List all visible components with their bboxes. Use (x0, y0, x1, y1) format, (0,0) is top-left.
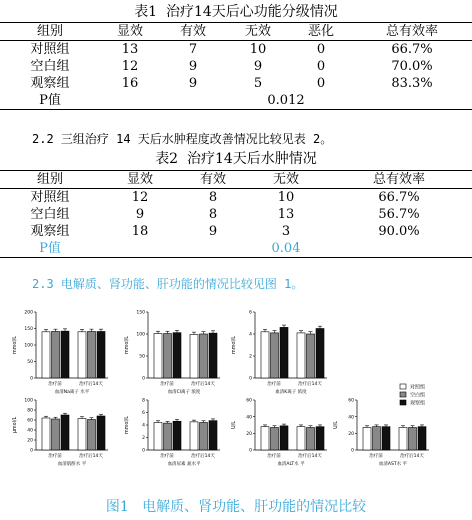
x-axis-label: 血清Na离子 水平 (54, 390, 90, 395)
x-tick-label: 治疗前 (160, 454, 174, 459)
table-cell: 对照组 (30, 42, 70, 57)
y-tick-label: 150 (136, 310, 145, 316)
bar (88, 420, 96, 451)
table2-header-effective: 有效 (180, 171, 246, 189)
x-tick-label: 治疗后14天 (191, 454, 215, 459)
y-tick-label: 20 (27, 438, 33, 444)
bar (173, 421, 181, 450)
table1-caption: 表1 治疗14天后心功能分级情况 (134, 4, 338, 20)
bar (271, 333, 279, 378)
table-cell: 18 (131, 224, 149, 239)
y-axis-label: μmol/L (13, 416, 18, 434)
bar (42, 332, 50, 378)
table-cell: 0 (316, 42, 326, 57)
y-tick-label: 8 (142, 398, 145, 404)
p-value-label: P值 (0, 240, 100, 258)
y-tick-label: 20 (246, 431, 252, 437)
y-tick-label: 40 (246, 415, 252, 421)
p-value-label: P值 (0, 92, 100, 110)
y-tick-label: 0 (351, 448, 354, 454)
x-tick-label: 治疗前 (369, 454, 383, 459)
table2 (0, 170, 472, 258)
table-cell: 观察组 (30, 76, 70, 91)
table2-caption: 表2 治疗14天后水肿情况 (155, 151, 317, 167)
table2-header-total-rate: 总有效率 (326, 171, 472, 189)
x-axis-label: 血清尿素 氮水平 (167, 462, 201, 467)
y-tick-label: 0 (249, 376, 252, 382)
table-cell: 0 (316, 76, 326, 91)
bar (363, 428, 371, 451)
x-axis-label: 血清K离子 浓度 (275, 390, 307, 395)
table-cell: 16 (121, 76, 139, 91)
y-axis-label: mmol/L (125, 416, 130, 434)
y-tick-label: 0 (142, 448, 145, 454)
x-axis-label: 血清ALT水 平 (277, 462, 305, 467)
bar (190, 422, 198, 450)
bar (97, 331, 105, 378)
x-tick-label: 治疗后14天 (79, 382, 103, 387)
legend-swatch (400, 384, 406, 389)
x-tick-label: 治疗前 (48, 454, 62, 459)
table-cell: 观察组 (30, 224, 70, 239)
p-value: 0.04 (100, 240, 472, 258)
y-tick-label: 2 (142, 436, 145, 442)
table-cell: 66.7% (378, 190, 420, 205)
bar (297, 427, 305, 450)
table-cell: 7 (188, 42, 198, 57)
table-row (0, 75, 472, 92)
figure-caption: 图1 电解质、肾功能、肝功能的情况比较 (105, 499, 367, 515)
table1-header-ineffective: 无效 (226, 23, 290, 41)
bar (173, 333, 181, 378)
table-row (0, 223, 472, 240)
bar (164, 423, 172, 450)
y-axis-label: mmol/L (125, 336, 130, 354)
table-cell: 10 (277, 190, 295, 205)
table-cell: 9 (135, 207, 145, 222)
bar (316, 329, 324, 379)
bar (97, 416, 105, 450)
bar (88, 331, 96, 378)
y-tick-label: 20 (348, 431, 354, 437)
p-value: 0.012 (100, 92, 472, 110)
section-2-3: 2.3 电解质、肾功能、肝功能的情况比较见图 1。 (32, 277, 304, 291)
y-tick-label: 50 (27, 360, 33, 366)
y-tick-label: 50 (139, 354, 145, 360)
table-cell: 12 (131, 190, 149, 205)
bar (373, 427, 381, 450)
bar (200, 334, 208, 378)
y-tick-label: 6 (142, 411, 145, 417)
table-row (0, 58, 472, 75)
x-tick-label: 治疗前 (267, 382, 281, 387)
table2-header-marked: 显效 (100, 171, 180, 189)
bar (271, 428, 279, 451)
section-2-2: 2.2 三组治疗 14 天后水肿程度改善情况比较见表 2。 (32, 132, 333, 146)
legend-label: 对照组 (410, 384, 426, 391)
table-cell: 3 (281, 224, 291, 239)
bar (154, 423, 162, 451)
table-cell: 9 (188, 59, 198, 74)
y-tick-label: 40 (27, 428, 33, 434)
x-axis-label: 血清AST水 平 (378, 462, 408, 467)
y-tick-label: 100 (24, 343, 33, 349)
table1-header-effective: 有效 (160, 23, 226, 41)
table-cell: 13 (277, 207, 295, 222)
x-tick-label: 治疗后14天 (79, 454, 103, 459)
y-tick-label: 60 (348, 398, 354, 404)
legend-label: 观察组 (410, 400, 426, 407)
table1-header-group: 组别 (0, 23, 100, 41)
table-row (0, 240, 472, 258)
bar (52, 331, 60, 378)
table-cell: 9 (208, 224, 218, 239)
y-tick-label: 0 (30, 376, 33, 382)
bar (409, 428, 417, 451)
bar (209, 333, 217, 378)
table-cell: 8 (208, 190, 218, 205)
bar (190, 334, 198, 378)
bar (261, 427, 269, 450)
y-tick-label: 60 (27, 418, 33, 424)
table-cell: 0 (316, 59, 326, 74)
bar (382, 427, 390, 450)
legend-label: 空白组 (410, 392, 426, 399)
bar (307, 428, 315, 451)
table-cell: 空白组 (30, 59, 70, 74)
bar (399, 428, 407, 451)
bar (61, 415, 69, 450)
y-tick-label: 0 (249, 448, 252, 454)
bar (316, 427, 324, 450)
table1-header-total-rate: 总有效率 (352, 23, 472, 41)
bar (164, 334, 172, 378)
bar (61, 331, 69, 378)
y-tick-label: 4 (249, 332, 252, 338)
bar (42, 418, 50, 450)
table2-header-group: 组别 (0, 171, 100, 189)
bar (280, 327, 288, 378)
table-cell: 10 (249, 42, 267, 57)
y-tick-label: 4 (142, 423, 145, 429)
table-cell: 空白组 (30, 207, 70, 222)
bar (297, 333, 305, 378)
table-row (0, 41, 472, 59)
y-tick-label: 40 (348, 415, 354, 421)
x-tick-label: 治疗后14天 (298, 454, 322, 459)
y-tick-label: 2 (249, 354, 252, 360)
y-axis-label: U/L (232, 421, 237, 429)
y-tick-label: 6 (249, 310, 252, 316)
y-axis-label: mmol/L (232, 336, 237, 354)
x-tick-label: 治疗后14天 (298, 382, 322, 387)
y-axis-label: U/L (334, 421, 339, 429)
table-cell: 13 (121, 42, 139, 57)
table-cell: 66.7% (391, 42, 433, 57)
table-cell: 对照组 (30, 190, 70, 205)
table-cell: 9 (188, 76, 198, 91)
x-axis-label: 血清Cl离子 浓度 (167, 390, 201, 395)
table1-header-marked: 显效 (100, 23, 160, 41)
bar (154, 334, 162, 378)
table-row (0, 92, 472, 110)
bar (78, 332, 86, 378)
table-cell: 8 (208, 207, 218, 222)
table-cell: 90.0% (378, 224, 420, 239)
bar (280, 426, 288, 450)
bar (52, 419, 60, 450)
y-tick-label: 150 (24, 327, 33, 333)
y-tick-label: 60 (246, 398, 252, 404)
table-cell: 5 (253, 76, 263, 91)
bar (200, 423, 208, 451)
table1 (0, 22, 472, 110)
y-tick-label: 100 (136, 332, 145, 338)
bar (78, 419, 86, 451)
bar (418, 427, 426, 450)
x-axis-label: 血清肌酐水 平 (57, 462, 87, 467)
bar (307, 334, 315, 378)
table2-header-ineffective: 无效 (246, 171, 326, 189)
y-axis-label: mmol/L (13, 336, 18, 354)
y-tick-label: 0 (30, 448, 33, 454)
table-row (0, 206, 472, 223)
table-cell: 12 (121, 59, 139, 74)
x-tick-label: 治疗后14天 (191, 382, 215, 387)
y-tick-label: 80 (27, 408, 33, 414)
y-tick-label: 200 (24, 310, 33, 316)
x-tick-label: 治疗前 (160, 382, 174, 387)
x-tick-label: 治疗前 (267, 454, 281, 459)
x-tick-label: 治疗后14天 (400, 454, 424, 459)
bar (261, 332, 269, 378)
x-tick-label: 治疗前 (48, 382, 62, 387)
legend-swatch (400, 392, 406, 397)
table-cell: 56.7% (378, 207, 420, 222)
table-cell: 9 (253, 59, 263, 74)
figure-1-bar-charts (0, 300, 472, 490)
table1-header-worsened: 恶化 (290, 23, 352, 41)
y-tick-label: 100 (24, 398, 33, 404)
table-cell: 70.0% (391, 59, 433, 74)
y-tick-label: 0 (142, 376, 145, 382)
table-cell: 83.3% (391, 76, 433, 91)
bar (209, 421, 217, 450)
legend-swatch (400, 400, 406, 405)
table-row (0, 189, 472, 207)
